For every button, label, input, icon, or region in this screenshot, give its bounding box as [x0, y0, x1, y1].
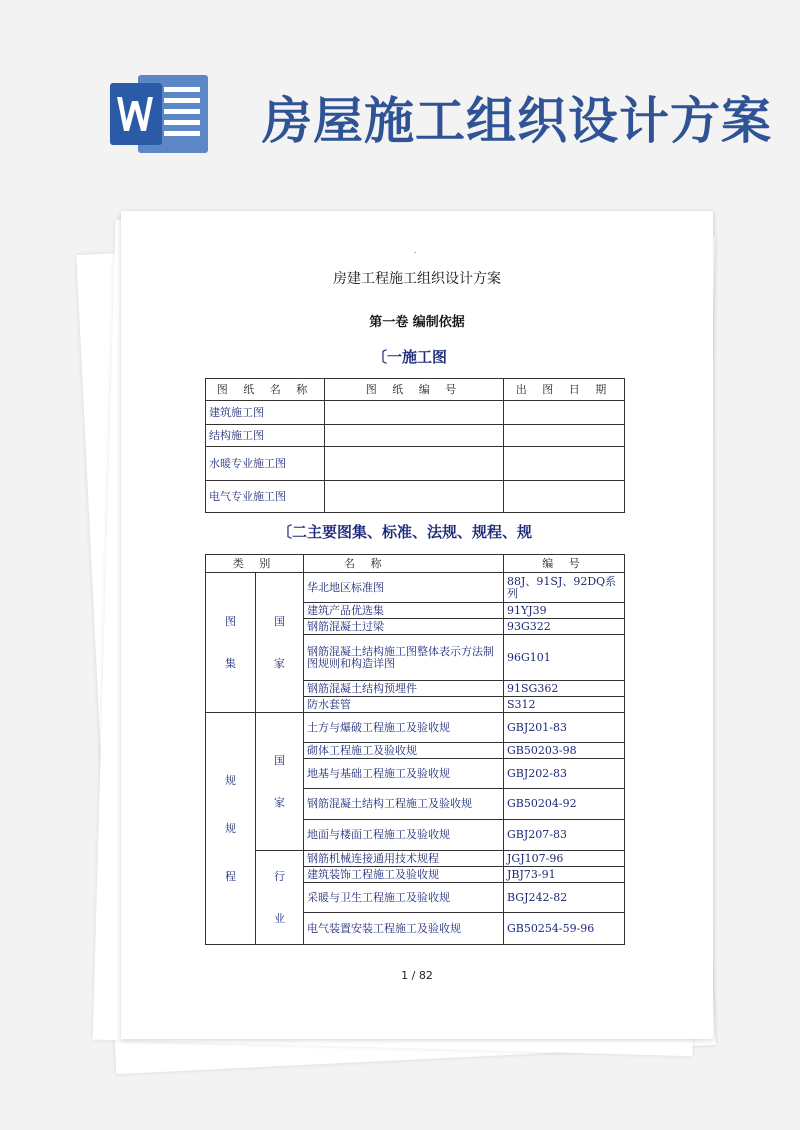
table-row	[206, 851, 625, 867]
document-title: 房建工程施工组织设计方案	[333, 271, 501, 287]
table-row	[206, 573, 625, 603]
standard-name-cell: 钢筋混凝土结构工程施工及验收规	[304, 789, 504, 820]
standard-name-cell: 防水套管	[304, 697, 504, 713]
standard-code-cell: GB50254-59-96	[504, 913, 625, 945]
standard-name-cell: 钢筋机械连接通用技术规程	[304, 851, 504, 867]
standard-code-cell: GBJ201-83	[504, 713, 625, 743]
standard-name-cell: 华北地区标准图	[304, 573, 504, 603]
banner-title: 房屋施工组织设计方案	[262, 91, 772, 150]
standard-code-cell: 93G322	[504, 619, 625, 635]
drawing-number-cell	[325, 447, 504, 481]
standard-name-cell: 钢筋混凝土结构预埋件	[304, 681, 504, 697]
standard-code-cell: 96G101	[504, 635, 625, 681]
header-banner	[0, 0, 800, 200]
standard-name-cell: 土方与爆破工程施工及验收规	[304, 713, 504, 743]
table-row	[206, 447, 625, 481]
table-header-cell: 出 图 日 期	[504, 379, 625, 401]
standard-code-cell: BGJ242-82	[504, 883, 625, 913]
standard-code-cell: GBJ202-83	[504, 759, 625, 789]
table-row	[206, 713, 625, 743]
standard-name-cell: 砌体工程施工及验收规	[304, 743, 504, 759]
drawing-name-cell: 水暖专业施工图	[206, 447, 325, 481]
drawing-number-cell	[325, 401, 504, 425]
standard-code-cell: GBJ207-83	[504, 820, 625, 851]
standard-name-cell: 钢筋混凝土结构施工图整体表示方法制图规则和构造详图	[304, 635, 504, 681]
standard-code-cell: 88J、91SJ、92DQ系列	[504, 573, 625, 603]
page-dot: .	[414, 246, 417, 255]
drawing-date-cell	[504, 481, 625, 513]
standard-name-cell: 地基与基础工程施工及验收规	[304, 759, 504, 789]
standard-name-cell: 地面与楼面工程施工及验收规	[304, 820, 504, 851]
level-cell: 国家	[256, 573, 304, 713]
standard-code-cell: GB50204-92	[504, 789, 625, 820]
table-header-cell: 图 纸 编 号	[325, 379, 504, 401]
standard-name-cell: 建筑装饰工程施工及验收规	[304, 867, 504, 883]
standard-name-cell: 采暖与卫生工程施工及验收规	[304, 883, 504, 913]
standard-code-cell: S312	[504, 697, 625, 713]
standard-name-cell: 钢筋混凝土过梁	[304, 619, 504, 635]
drawing-number-cell	[325, 481, 504, 513]
standard-code-cell: JBJ73-91	[504, 867, 625, 883]
drawing-name-cell: 电气专业施工图	[206, 481, 325, 513]
table-header-cell: 图 纸 名 称	[206, 379, 325, 401]
table-row	[206, 425, 625, 447]
standard-code-cell: 91SG362	[504, 681, 625, 697]
standard-code-cell: GB50203-98	[504, 743, 625, 759]
drawings-table	[205, 378, 625, 513]
table-row	[206, 401, 625, 425]
section-heading: 〔二主要图集、标准、法规、规程、规	[277, 523, 533, 541]
table-header-cell: 编 号	[504, 555, 625, 573]
page-number: 1 / 82	[401, 969, 433, 982]
drawing-date-cell	[504, 447, 625, 481]
volume-title: 第一卷 编制依据	[369, 315, 465, 330]
standard-name-cell: 电气装置安装工程施工及验收规	[304, 913, 504, 945]
standard-code-cell: 91YJ39	[504, 603, 625, 619]
standard-code-cell: JGJ107-96	[504, 851, 625, 867]
level-cell: 国家	[256, 713, 304, 851]
category-cell: 规规程	[206, 713, 256, 945]
section-heading: 〔一施工图	[372, 348, 448, 366]
table-row	[206, 481, 625, 513]
drawing-number-cell	[325, 425, 504, 447]
table-header-cell: 名 称	[304, 555, 504, 573]
drawing-name-cell: 建筑施工图	[206, 401, 325, 425]
standards-table	[205, 554, 625, 945]
category-cell: 图集	[206, 573, 256, 713]
level-cell: 行业	[256, 851, 304, 945]
drawing-date-cell	[504, 425, 625, 447]
table-header-cell: 类 别	[206, 555, 304, 573]
word-icon	[108, 73, 210, 155]
drawing-date-cell	[504, 401, 625, 425]
standard-name-cell: 建筑产品优选集	[304, 603, 504, 619]
drawing-name-cell: 结构施工图	[206, 425, 325, 447]
